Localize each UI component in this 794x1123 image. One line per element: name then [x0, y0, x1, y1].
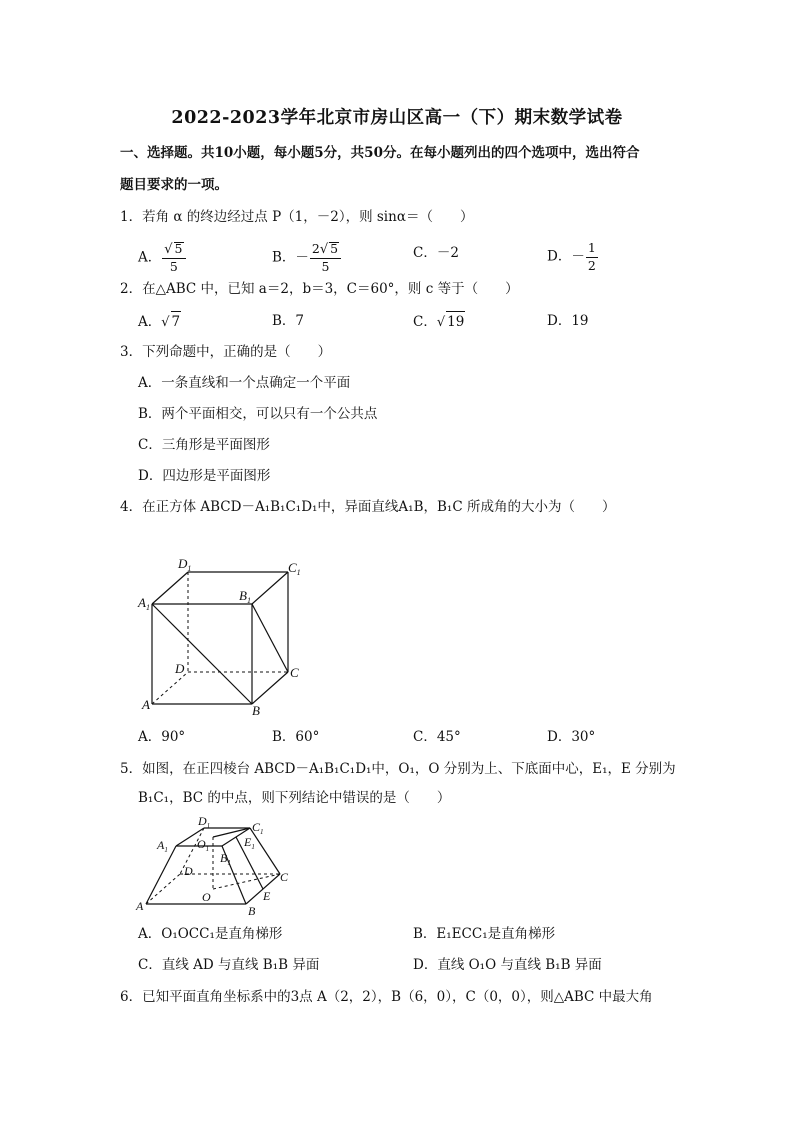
label-C: C: [280, 870, 289, 884]
label-B: B: [248, 904, 256, 918]
q5-stem-line2: B₁C₁，BC 的中点，则下列结论中错误的是（ ）: [138, 790, 451, 806]
q5-option-a: A．O₁OCC₁是直角梯形: [138, 926, 283, 942]
q1-stem: 1．若角 α 的终边经过点 P（1，－2），则 sinα＝（ ）: [120, 209, 474, 225]
page-title: 2022-2023学年北京市房山区高一（下）期末数学试卷: [171, 108, 623, 128]
q5-option-c: C．直线 AD 与直线 B₁B 异面: [138, 957, 320, 973]
q6-stem: 6．已知平面直角坐标系中的3点 A（2，2），B（6，0），C（0，0），则△ABC 中最大角: [120, 989, 653, 1005]
label-C1: $C_1$: [252, 820, 264, 836]
q5-frustum-figure: [130, 812, 305, 920]
q3-stem: 3．下列命题中，正确的是（ ）: [120, 344, 332, 360]
q3-option-c: C．三角形是平面图形: [138, 437, 270, 453]
q2-option-d: D．19: [547, 313, 589, 329]
label-A1: $A_1$: [138, 595, 150, 612]
label-B1: $B_1$: [239, 588, 251, 605]
q2-stem: 2．在△ABC 中，已知 a＝2，b＝3，C＝60°，则 c 等于（ ）: [120, 281, 519, 297]
label-B: B: [252, 703, 260, 718]
q4-option-c: C．45°: [413, 729, 461, 745]
label-O1: $O_1$: [197, 837, 210, 853]
label-A1: $A_1$: [157, 838, 168, 854]
section-instructions-line1: 一、选择题。共10小题，每小题5分，共50分。在每小题列出的四个选项中，选出符合: [120, 145, 640, 161]
q1-option-a-fraction: $\frac{√ 5}{5}$: [162, 242, 185, 274]
label-A: A: [142, 697, 150, 712]
label-D1: $D_1$: [198, 814, 211, 830]
label-A: A: [136, 899, 144, 913]
q2-option-a: A．√ 7: [138, 311, 181, 333]
label-D: D: [175, 661, 185, 676]
q1-option-b-fraction: $\frac{2√ 5}{5}$: [310, 242, 341, 274]
q4-option-a: A．90°: [138, 729, 186, 745]
q5-stem-line1: 5．如图，在正四棱台 ABCD－A₁B₁C₁D₁中，O₁，O 分别为上、下底面中心，E₁，E 分别为: [120, 761, 676, 777]
q1-option-d: D．－ $\frac{1}{2}$: [547, 240, 596, 273]
label-B1: $B_1$: [220, 851, 231, 867]
q5-option-d: D．直线 O₁O 与直线 B₁B 异面: [413, 957, 602, 973]
label-O: O: [202, 890, 211, 904]
label-E1: $E_1$: [244, 835, 255, 851]
label-C: C: [290, 665, 299, 680]
label-C1: $C_1$: [288, 560, 301, 577]
q3-option-b: B．两个平面相交，可以只有一个公共点: [138, 406, 378, 422]
q2-option-b: B．7: [272, 313, 305, 329]
q1-option-a: A． $\frac{√ 5}{5}$: [138, 242, 187, 274]
q3-option-a: A．一条直线和一个点确定一个平面: [138, 375, 351, 391]
q2-option-c: C．√ 19: [413, 311, 465, 333]
q4-cube-figure: [130, 550, 320, 720]
q5-option-b: B．E₁ECC₁是直角梯形: [413, 926, 556, 942]
q1-option-c: C．－2: [413, 245, 459, 261]
q1-option-d-fraction: $\frac{1}{2}$: [587, 240, 596, 273]
q3-option-d: D．四边形是平面图形: [138, 468, 271, 484]
label-E: E: [263, 889, 271, 903]
section-instructions-line2: 题目要求的一项。: [120, 177, 228, 193]
q4-option-b: B．60°: [272, 729, 320, 745]
label-D: D: [184, 864, 193, 878]
q4-option-d: D．30°: [547, 729, 596, 745]
q1-option-b: B．－ $\frac{2√ 5}{5}$: [272, 242, 342, 274]
label-D1: $D_1$: [178, 556, 192, 573]
q4-stem: 4．在正方体 ABCD－A₁B₁C₁D₁中，异面直线A₁B，B₁C 所成角的大小为（ ）: [120, 499, 616, 515]
